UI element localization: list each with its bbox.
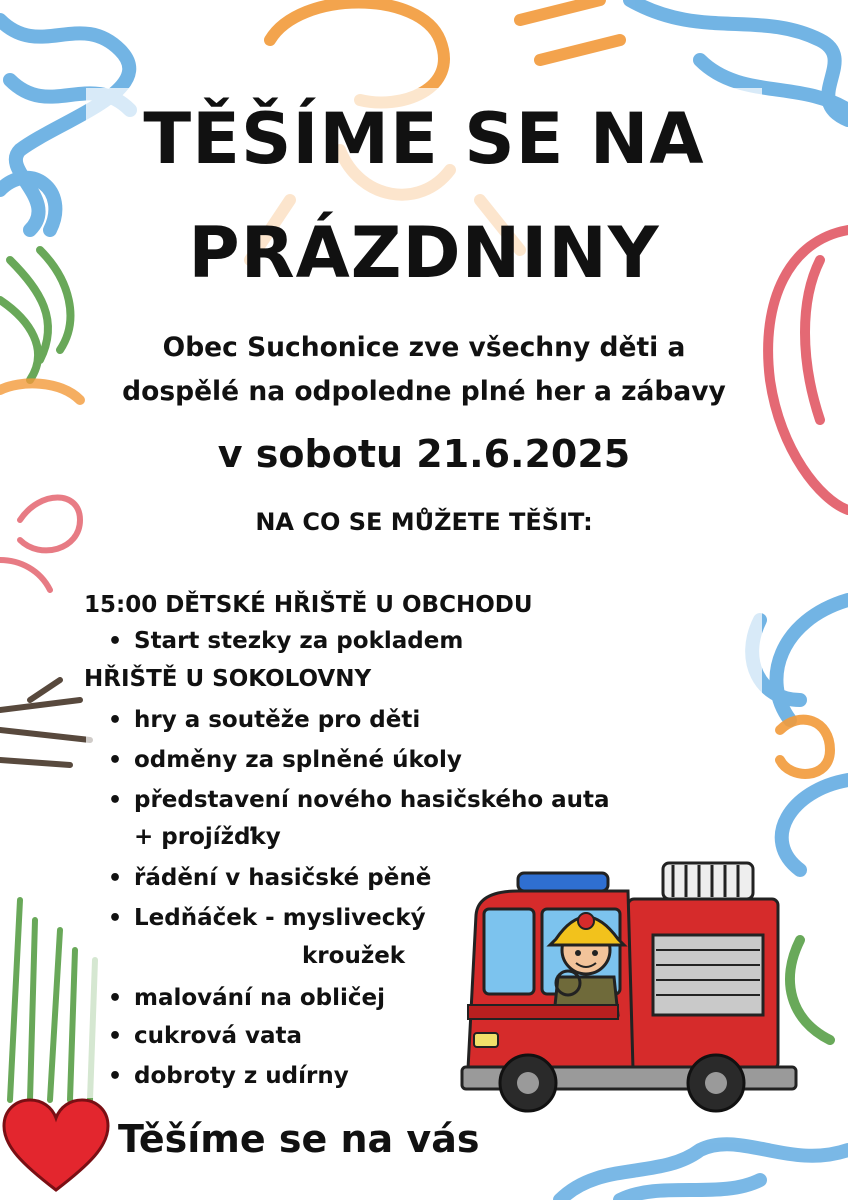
list-item-label: odměny za splněné úkoly: [134, 747, 462, 773]
program-heading: NA CO SE MŮŽETE TĚŠIT:: [255, 508, 593, 536]
list-item-label: hry a soutěže pro děti: [134, 707, 421, 733]
title-line-1: TĚŠÍME SE NA: [143, 98, 705, 180]
list-item-continuation: + projížďky: [134, 824, 281, 850]
intro-line-1: Obec Suchonice zve všechny děti a: [162, 332, 686, 363]
list-item: [108, 903, 426, 934]
bullet-icon: •: [108, 748, 123, 773]
list-item: [108, 863, 431, 894]
bullet-icon: •: [108, 629, 123, 654]
list-item-label: cukrová vata: [134, 1023, 302, 1049]
list-item-label: Start stezky za pokladem: [134, 628, 464, 654]
bullet-icon: •: [108, 788, 123, 813]
list-item-label: řádění v hasičské pěně: [134, 865, 432, 891]
heart-icon: [2, 1098, 110, 1194]
bullet-icon: •: [108, 1064, 123, 1089]
list-item-continuation: kroužek: [302, 943, 406, 969]
list-item: [108, 983, 385, 1014]
closing-text: Těšíme se na vás: [118, 1117, 480, 1161]
intro-text: [60, 326, 788, 414]
list-item: [108, 626, 463, 657]
list-item: [108, 1021, 302, 1052]
list-item-label: Ledňáček - myslivecký: [134, 905, 426, 931]
bullet-icon: •: [108, 866, 123, 891]
intro-line-2: dospělé na odpoledne plné her a zábavy: [122, 376, 726, 407]
list-item-label: dobroty z udírny: [134, 1063, 349, 1089]
list-item: [108, 745, 462, 776]
list-item: [108, 1061, 349, 1092]
list-item: [108, 705, 420, 736]
bullet-icon: •: [108, 1024, 123, 1049]
list-item-label: malování na obličej: [134, 985, 386, 1011]
section-1-heading: 15:00 DĚTSKÉ HŘIŠTĚ U OBCHODU: [84, 592, 533, 618]
bullet-icon: •: [108, 708, 123, 733]
bullet-icon: •: [108, 986, 123, 1011]
list-item: [108, 785, 610, 816]
event-date: v sobotu 21.6.2025: [217, 432, 631, 476]
bullet-icon: •: [108, 906, 123, 931]
fire-truck-illustration: [458, 855, 808, 1115]
title-line-2: PRÁZDNINY: [188, 212, 660, 294]
list-item-label: představení nového hasičského auta: [134, 787, 610, 813]
section-2-heading: HŘIŠTĚ U SOKOLOVNY: [84, 666, 372, 692]
